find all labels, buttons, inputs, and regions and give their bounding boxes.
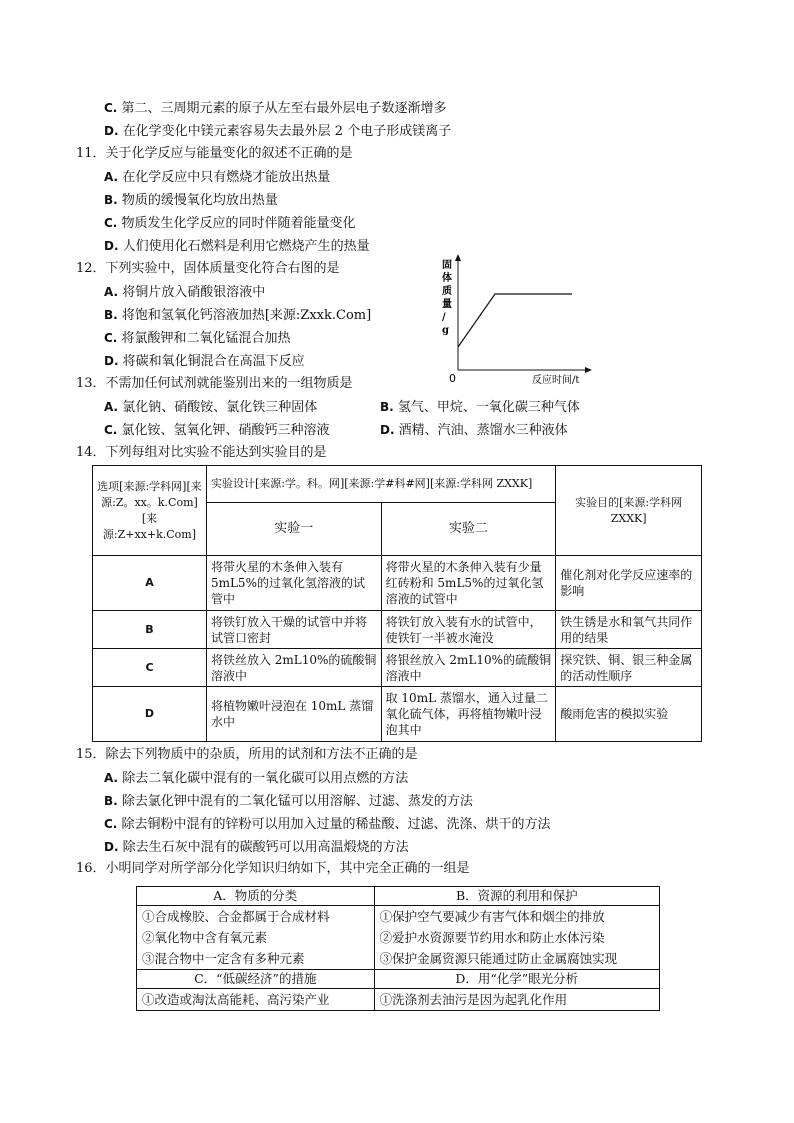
- head-design: 实验设计[来源:学。科。网][来源:学#科#网][来源:学科网 ZXXK]: [206, 466, 555, 503]
- table-row: B 将铁钉放入干燥的试管中并将试管口密封 将铁钉放入装有水的试管中，使铁钉一半被水淹没 铁生锈是水和氧气共同作用的结果: [93, 611, 702, 649]
- box-a-items: ①合成橡胶、合金都属于合成材料 ②氧化物中含有氧元素 ③混合物中一定含有多种元素: [137, 906, 375, 970]
- box-b-title: B．资源的利用和保护: [374, 887, 659, 906]
- q10-option-d: D. 在化学变化中镁元素容易失去最外层 2 个电子形成镁离子: [104, 124, 452, 139]
- head-option: 选项[来源:学科网][来源:Z。xx。k.Com][来源:Z+xx+k.Com]: [93, 466, 207, 556]
- graph-origin: 0: [449, 372, 456, 385]
- box-c-title: C．“低碳经济”的措施: [137, 970, 375, 989]
- head-exp1: 实验一: [206, 503, 381, 556]
- q15-stem: 15．除去下列物质中的杂质，所用的试剂和方法不正确的是: [76, 747, 418, 762]
- mass-curve: [458, 294, 572, 347]
- q11-option-a: A. 在化学反应中只有燃烧才能放出热量: [104, 170, 331, 185]
- table-row: A 将带火星的木条伸入装有5mL5%的过氧化氢溶液的试管中 将带火星的木条伸入装有少量红砖粉和 5mL5%的过氧化氢溶液的试管中 催化剂对化学反应速率的影响: [93, 556, 702, 611]
- table-row: D 将植物嫩叶浸泡在 10mL 蒸馏水中 取 10mL 蒸馏水，通入过量二氧化硫气体，再将植物嫩叶浸泡其中 酸雨危害的模拟实验: [93, 687, 702, 742]
- q12-stem: 12．下列实验中，固体质量变化符合右图的是: [76, 261, 340, 276]
- q13-option-b: B. 氢气、甲烷、一氧化碳三种气体: [380, 400, 580, 415]
- q12-option-d: D. 将碳和氧化铜混合在高温下反应: [104, 354, 305, 369]
- box-a-title: A．物质的分类: [137, 887, 375, 906]
- box-d-items: ①洗涤剂去油污是因为起乳化作用: [374, 989, 659, 1011]
- y-axis-arrow: [455, 254, 461, 261]
- q12-option-a: A. 将铜片放入硝酸银溶液中: [104, 285, 266, 300]
- q11-stem: 11．关于化学反应与能量变化的叙述不正确的是: [76, 146, 353, 161]
- head-exp2: 实验二: [381, 503, 556, 556]
- q11-option-b: B. 物质的缓慢氧化均放出热量: [104, 193, 278, 208]
- q15-option-d: D. 除去生石灰中混有的碳酸钙可以用高温煅烧的方法: [104, 840, 409, 855]
- q11-option-c: C. 物质发生化学反应的同时伴随着能量变化: [104, 216, 356, 231]
- q13-option-a: A. 氯化钠、硝酸铵、氯化铁三种固体: [104, 400, 318, 415]
- q16-table: [136, 886, 660, 1011]
- q14-table: [92, 465, 702, 742]
- head-goal: 实验目的[来源:学科网 ZXXK]: [556, 466, 702, 556]
- q13-stem: 13．不需加任何试剂就能鉴别出来的一组物质是: [76, 376, 353, 391]
- q16-stem: 16．小明同学对所学部分化学知识归纳如下，其中完全正确的一组是: [76, 861, 470, 876]
- q12-option-b: B. 将饱和氢氧化钙溶液加热[来源:Zxxk.Com]: [104, 308, 372, 323]
- q13-option-d: D. 酒精、汽油、蒸馏水三种液体: [380, 423, 568, 438]
- q15-option-b: B. 除去氯化钾中混有的二氧化锰可以用溶解、过滤、蒸发的方法: [104, 794, 473, 809]
- q13-option-c: C. 氯化铵、氢氧化钾、硝酸钙三种溶液: [104, 423, 330, 438]
- x-axis-arrow: [585, 367, 592, 373]
- q15-option-c: C. 除去铜粉中混有的锌粉可以用加入过量的稀盐酸、过滤、洗涤、烘干的方法: [104, 817, 551, 832]
- q14-stem: 14．下列每组对比实验不能达到实验目的是: [76, 445, 327, 460]
- box-d-title: D．用“化学”眼光分析: [374, 970, 659, 989]
- box-c-items: ①改造或淘汰高能耗、高污染产业: [137, 989, 375, 1011]
- q15-option-a: A. 除去二氧化碳中混有的一氧化碳可以用点燃的方法: [104, 771, 409, 786]
- box-b-items: ①保护空气要减少有害气体和烟尘的排放 ②爱护水资源要节约用水和防止水体污染 ③保护金属资源只能通过防止金属腐蚀实现: [374, 906, 659, 970]
- q12-graph: [440, 252, 600, 392]
- q12-option-c: C. 将氯酸钾和二氧化锰混合加热: [104, 331, 291, 346]
- table-row: C 将铁丝放入 2mL10%的硫酸铜溶液中 将银丝放入 2mL10%的硫酸铜溶液中 探究铁、铜、银三种金属的活动性顺序: [93, 649, 702, 687]
- q10-option-c: C. 第二、三周期元素的原子从左至右最外层电子数逐渐增多: [104, 101, 447, 116]
- graph-xlabel: 反应时间/t: [532, 375, 580, 386]
- q11-option-d: D. 人们使用化石燃料是利用它燃烧产生的热量: [104, 239, 370, 254]
- graph-ylabel: 固体质量/ g: [442, 260, 452, 336]
